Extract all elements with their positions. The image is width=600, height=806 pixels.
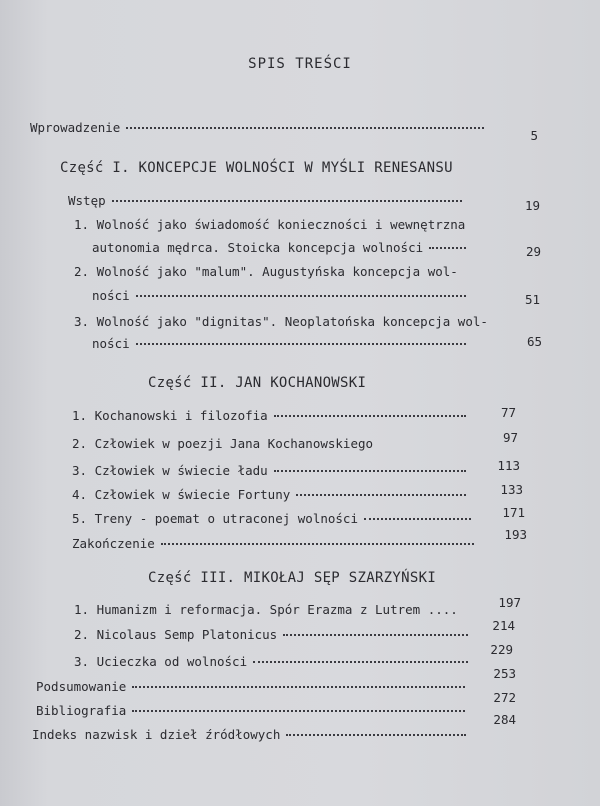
toc-label: 2. Człowiek w poezji Jana Kochanowskiego xyxy=(72,436,374,451)
toc-label: Bibliografia xyxy=(36,703,127,718)
dot-leader xyxy=(136,343,466,345)
toc-entry-zakonczenie xyxy=(72,535,480,553)
toc-label: Wstęp xyxy=(68,193,106,208)
toc-entry-bibliografia xyxy=(36,702,471,720)
toc-label: Zakończenie xyxy=(72,536,155,551)
toc-entry-chapter-1 xyxy=(92,239,472,257)
dot-leader xyxy=(136,295,466,297)
toc-entry xyxy=(72,407,472,425)
toc-label: ności xyxy=(92,336,130,351)
dot-leader xyxy=(274,470,466,472)
toc-entry xyxy=(72,486,472,504)
toc-entry-chapter-3 xyxy=(92,335,472,353)
toc-label: 3. Człowiek w świecie ładu xyxy=(72,463,268,478)
toc-label: ności xyxy=(92,288,130,303)
part-heading-3: Część III. MIKOŁAJ SĘP SZARZYŃSKI xyxy=(148,570,437,586)
toc-label: 4. Człowiek w świecie Fortuny xyxy=(72,487,291,502)
dot-leader xyxy=(274,415,466,417)
dot-leader xyxy=(364,518,471,520)
toc-entry xyxy=(72,510,477,528)
toc-page-number: 97 xyxy=(502,430,518,445)
dot-leader xyxy=(112,200,462,202)
toc-entry xyxy=(72,435,472,453)
toc-page-number: 193 xyxy=(504,527,527,542)
toc-label: Wprowadzenie xyxy=(30,120,121,135)
part-heading-2: Część II. JAN KOCHANOWSKI xyxy=(148,375,367,391)
toc-entry-podsumowanie xyxy=(36,678,471,696)
toc-label: Podsumowanie xyxy=(36,679,127,694)
part-heading-1: Część I. KONCEPCJE WOLNOŚCI W MYŚLI RENESANSU xyxy=(60,160,453,176)
toc-entry-wstep xyxy=(68,192,468,210)
toc-page-number: 284 xyxy=(493,712,516,727)
dot-leader xyxy=(429,247,466,249)
dot-leader xyxy=(283,634,468,636)
toc-entry-chapter-2 xyxy=(92,287,472,305)
toc-chapter-line: 3. Wolność jako "dignitas". Neoplatońska koncepcja wol- xyxy=(74,314,488,329)
toc-entry-intro xyxy=(30,119,490,137)
toc-page-number: 5 xyxy=(530,128,538,143)
dot-leader xyxy=(161,543,474,545)
toc-page-number: 65 xyxy=(526,334,542,349)
toc-page-number: 113 xyxy=(497,458,520,473)
toc-page-number: 51 xyxy=(524,292,540,307)
dot-leader xyxy=(132,686,465,688)
toc-entry-indeks xyxy=(32,726,472,744)
dot-leader xyxy=(253,661,468,663)
page-title: SPIS TREŚCI xyxy=(248,56,352,72)
toc-page-number: 77 xyxy=(500,405,516,420)
toc-page-number: 29 xyxy=(525,244,541,259)
dot-leader xyxy=(286,734,466,736)
toc-page-number: 197 xyxy=(498,595,521,610)
toc-page-number: 229 xyxy=(490,642,513,657)
toc-page-number: 19 xyxy=(524,198,540,213)
toc-label: Indeks nazwisk i dzieł źródłowych xyxy=(32,727,281,742)
toc-label: 3. Ucieczka od wolności xyxy=(74,654,248,669)
toc-page-number: 133 xyxy=(500,482,523,497)
toc-entry xyxy=(72,462,472,480)
toc-entry xyxy=(74,601,474,619)
toc-page-number: 272 xyxy=(493,690,516,705)
dot-leader xyxy=(126,127,484,129)
toc-page-number: 214 xyxy=(492,618,515,633)
toc-label: autonomia mędrca. Stoicka koncepcja wolności xyxy=(92,240,424,255)
toc-entry xyxy=(74,653,474,671)
dot-leader xyxy=(132,710,465,712)
toc-label: 1. Kochanowski i filozofia xyxy=(72,408,268,423)
toc-page-number: 171 xyxy=(502,505,525,520)
toc-chapter-line: 1. Wolność jako świadomość konieczności i wewnętrzna xyxy=(74,217,466,232)
toc-entry xyxy=(74,626,474,644)
dot-leader xyxy=(296,494,466,496)
toc-chapter-line: 2. Wolność jako "malum". Augustyńska koncepcja wol- xyxy=(74,264,458,279)
toc-label: 2. Nicolaus Semp Platonicus xyxy=(74,627,278,642)
toc-page-number: 253 xyxy=(493,666,516,681)
toc-label: 5. Treny - poemat o utraconej wolności xyxy=(72,511,358,526)
toc-label: 1. Humanizm i reformacja. Spór Erazma z Lutrem .... xyxy=(74,602,458,617)
